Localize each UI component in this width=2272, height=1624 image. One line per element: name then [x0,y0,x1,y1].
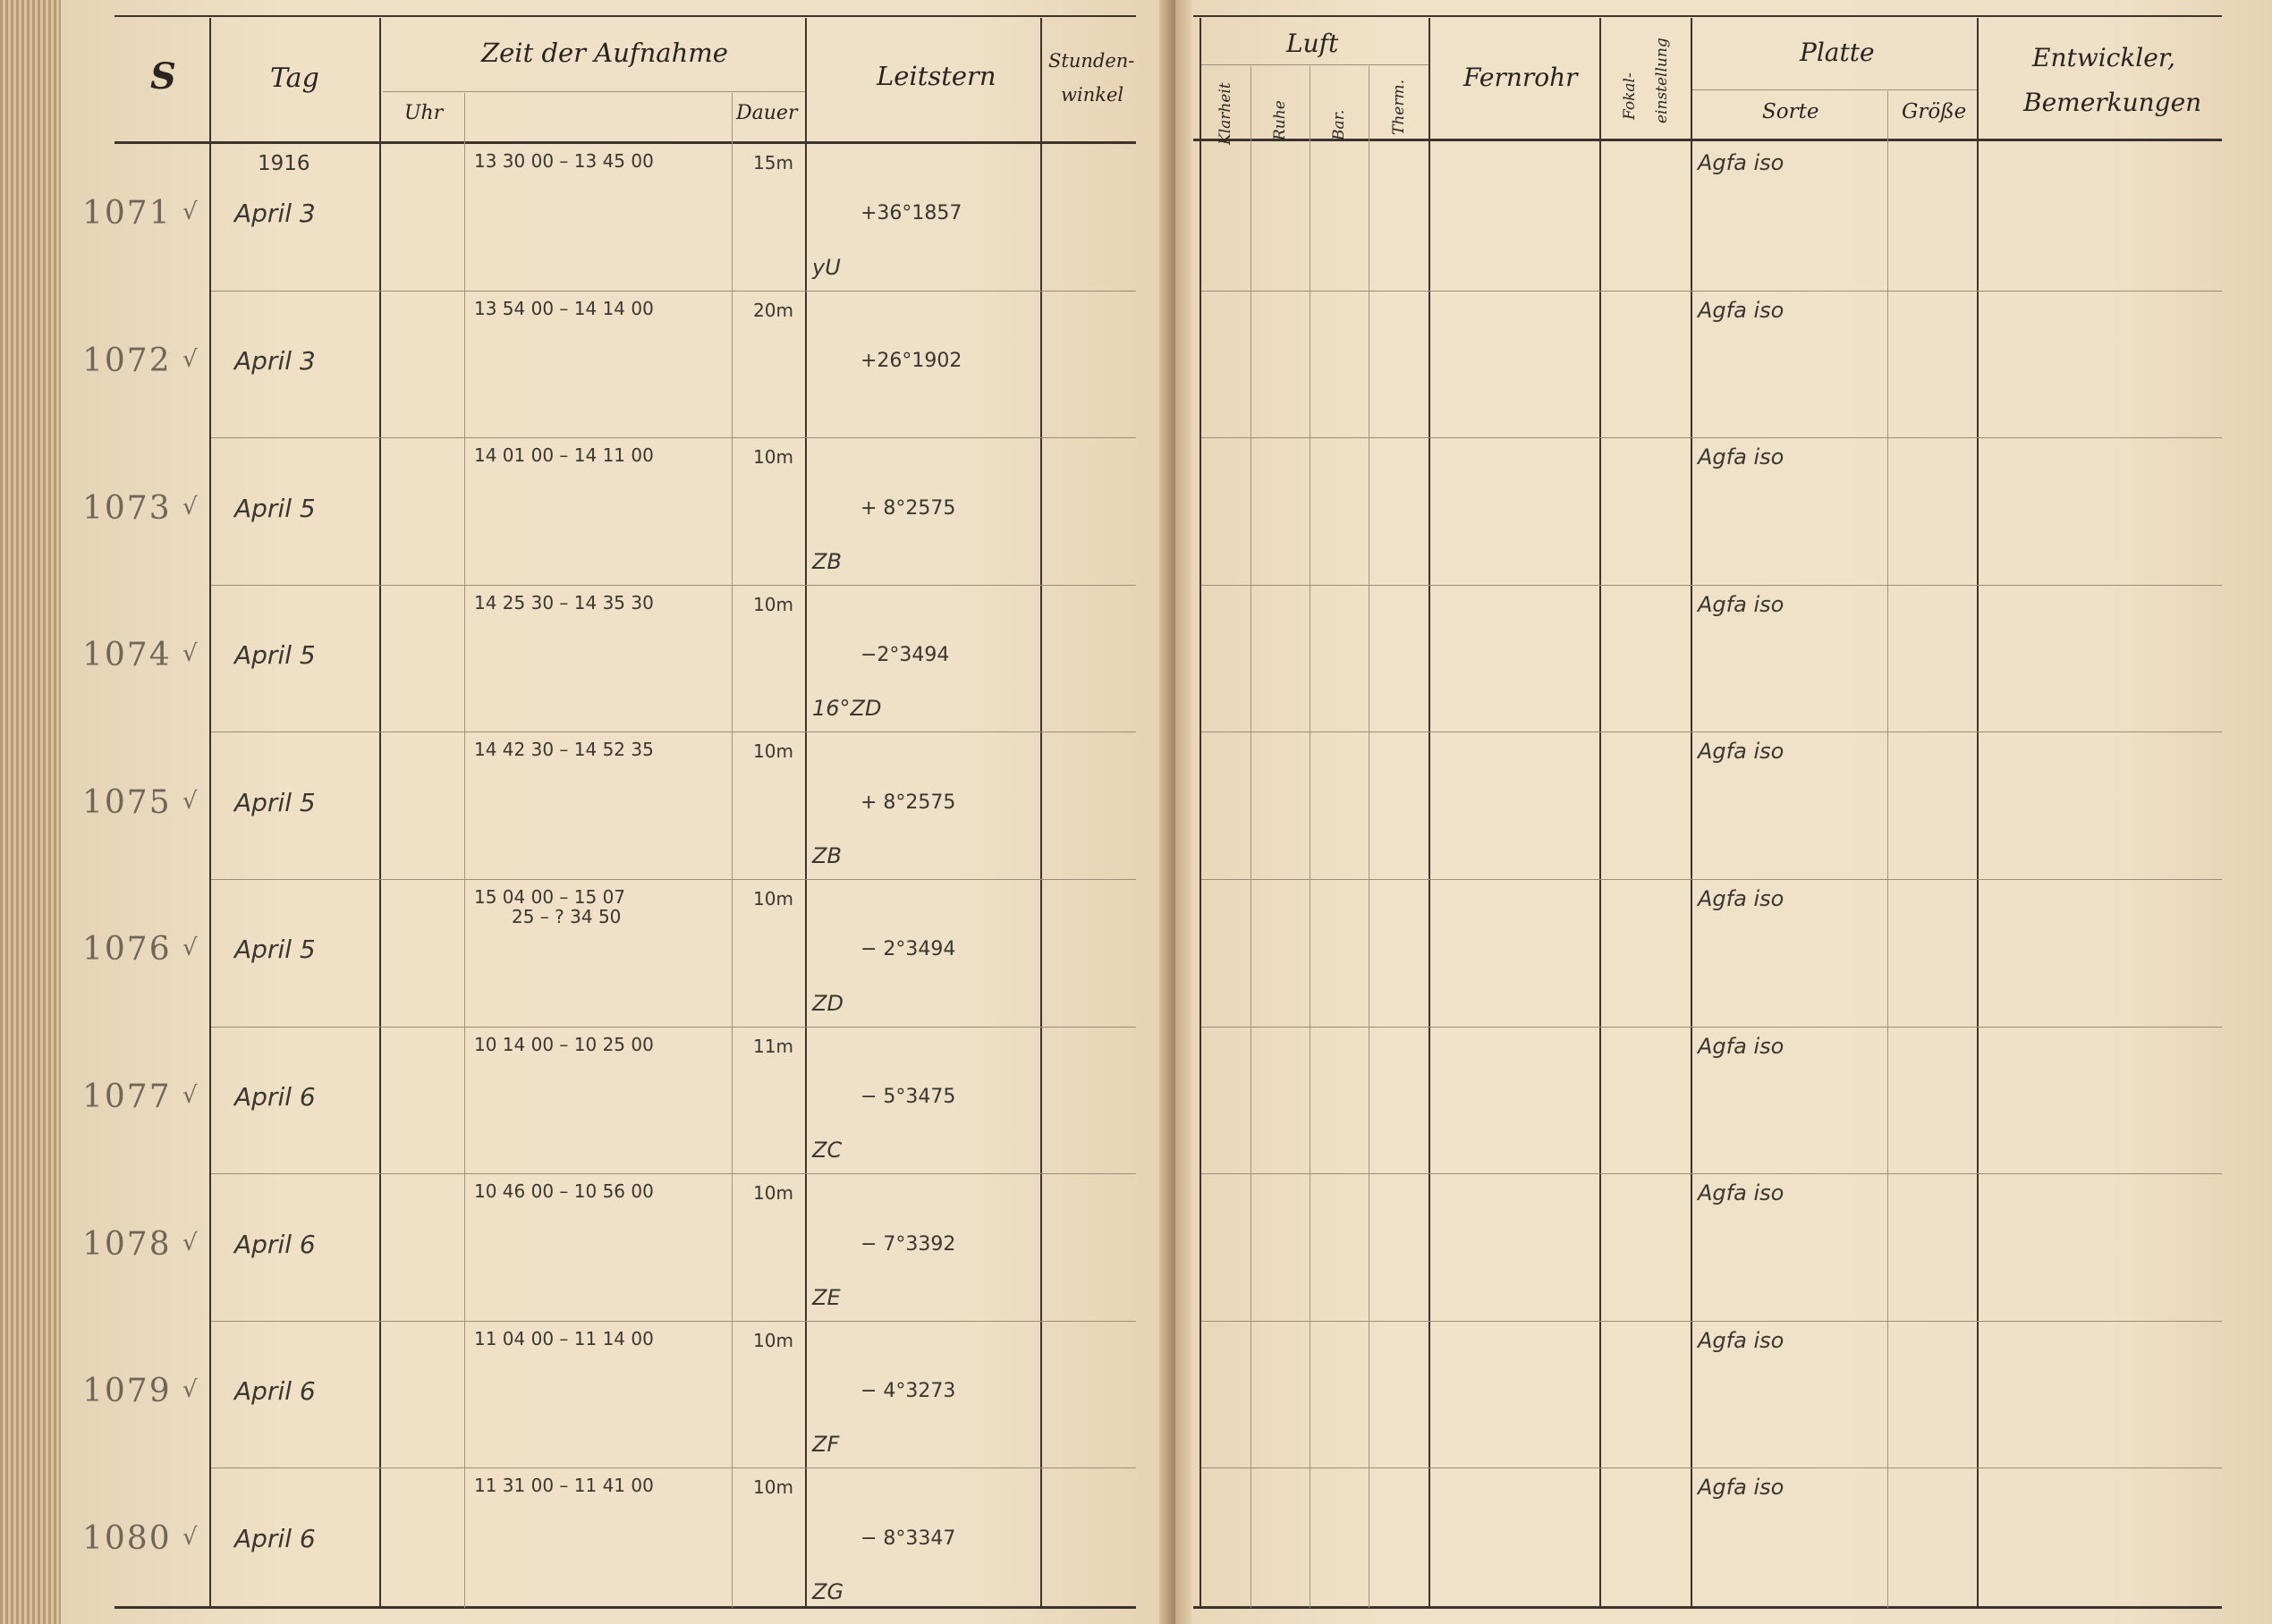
header-klarheit: Klarheit [1217,82,1234,145]
col-divider-platte [1977,18,1979,1608]
row-number: 1077 [82,1078,172,1115]
row-time: 13 54 00 – 14 14 00 [474,298,654,319]
row-number: 1076 [82,931,172,968]
col-divider-s [209,18,211,1608]
check-mark: √ [182,346,198,373]
header-bemerkungen: Bemerkungen [2023,88,2202,117]
row-leitstern: +26°1902 [860,350,962,372]
row-divider-right [1201,291,2222,292]
row-number: 1079 [82,1373,172,1409]
check-mark: √ [182,788,198,815]
header-sorte: Sorte [1762,100,1819,123]
header-winkel: winkel [1061,84,1124,106]
row-leitstern: + 8°2575 [860,791,956,814]
row-plate-sorte: Agfa iso [1698,1180,1785,1205]
year-label: 1916 [258,152,310,175]
row-time: 14 01 00 – 14 11 00 [474,444,654,466]
col-divider-dauer [805,18,807,1608]
row-zone-note: yU [812,255,841,280]
row-date: April 5 [234,494,316,523]
book-page-edges [0,0,64,1624]
row-zone-note: ZB [812,843,842,868]
row-divider-right [1201,879,2222,880]
header-dauer: Dauer [736,102,798,124]
row-zone-note: ZE [812,1285,841,1310]
row-duration: 11m [753,1036,793,1057]
check-mark: √ [182,494,198,520]
header-groesse: Größe [1902,100,1967,123]
row-time: 13 30 00 – 13 45 00 [474,150,654,172]
header-zeit: Zeit der Aufnahme [481,38,728,68]
row-leitstern: − 8°3347 [860,1527,956,1550]
row-zone-note: ZC [812,1138,843,1163]
row-divider-left [211,585,1136,586]
row-divider-left [211,1027,1136,1028]
row-zone-note: ZG [812,1579,844,1604]
row-number: 1078 [82,1226,172,1263]
row-duration: 20m [753,300,793,321]
row-duration: 10m [753,1330,793,1351]
row-divider-left [211,291,1136,292]
row-number: 1072 [82,343,172,379]
col-divider-tag [379,18,381,1608]
col-divider-klarheit [1250,66,1251,1608]
row-date: April 3 [234,346,316,376]
zeit-subheader-rule [383,91,807,92]
col-divider-leitstern [1040,18,1042,1608]
check-mark: √ [182,199,198,225]
left-bottom-rule [114,1606,1136,1609]
row-zone-note: ZB [812,549,842,574]
row-plate-sorte: Agfa iso [1698,739,1785,764]
row-divider-right [1201,1173,2222,1174]
row-time: 10 14 00 – 10 25 00 [474,1034,654,1055]
row-time: 11 04 00 – 11 14 00 [474,1328,654,1349]
row-number: 1074 [82,637,172,673]
row-time: 11 31 00 – 11 41 00 [474,1475,654,1496]
row-number: 1071 [82,195,172,232]
row-time: 10 46 00 – 10 56 00 [474,1180,654,1202]
row-plate-sorte: Agfa iso [1698,592,1785,617]
platte-subheader-rule [1692,89,1977,90]
header-einstellung: einstellung [1653,38,1671,123]
col-divider-fokal [1691,18,1692,1608]
row-leitstern: − 2°3494 [860,938,956,960]
row-leitstern: − 4°3273 [860,1380,956,1402]
row-number: 1075 [82,784,172,821]
row-time-cont: 25 – ? 34 50 [512,906,622,927]
check-mark: √ [182,640,198,667]
row-divider-right [1201,1027,2222,1028]
check-mark: √ [182,1082,198,1109]
row-time: 15 04 00 – 15 07 [474,886,626,908]
check-mark: √ [182,1376,198,1403]
row-number: 1073 [82,490,172,527]
header-uhr: Uhr [404,102,444,124]
header-bar: Bar. [1330,109,1348,140]
row-date: April 6 [234,1082,316,1112]
luft-subheader-rule [1201,64,1428,65]
row-duration: 10m [753,1476,793,1498]
row-duration: 10m [753,740,793,762]
header-leitstern: Leitstern [877,61,996,91]
row-duration: 10m [753,594,793,615]
check-mark: √ [182,1524,198,1551]
row-date: April 5 [234,935,316,964]
row-divider-right [1201,1321,2222,1322]
row-plate-sorte: Agfa iso [1698,1034,1785,1059]
header-fernrohr: Fernrohr [1463,63,1578,92]
row-plate-sorte: Agfa iso [1698,1475,1785,1500]
row-plate-sorte: Agfa iso [1698,1328,1785,1353]
row-time: 14 25 30 – 14 35 30 [474,592,654,613]
row-duration: 10m [753,446,793,468]
header-therm: Therm. [1390,80,1408,135]
row-date: April 6 [234,1376,316,1406]
row-plate-sorte: Agfa iso [1698,886,1785,911]
col-divider-sorte [1887,91,1888,1608]
row-divider-right [1201,437,2222,438]
row-divider-left [211,437,1136,438]
row-duration: 10m [753,888,793,909]
row-plate-sorte: Agfa iso [1698,150,1785,175]
row-duration: 15m [753,152,793,173]
header-luft: Luft [1286,29,1339,58]
col-divider-uhr [464,93,465,1608]
row-zone-note: ZD [812,991,844,1016]
header-fokal: Fokal- [1621,72,1639,120]
row-divider-right [1201,585,2222,586]
col-divider-zeit [732,93,733,1608]
header-ruhe: Ruhe [1271,100,1289,140]
header-entwickler: Entwickler, [2032,43,2176,72]
header-tag: Tag [270,63,319,94]
left-top-rule [114,15,1136,17]
left-page [61,0,1172,1624]
row-duration: 10m [753,1182,793,1204]
row-number: 1080 [82,1520,172,1557]
row-date: April 6 [234,1524,316,1553]
row-date: April 3 [234,199,316,228]
row-leitstern: − 7°3392 [860,1233,956,1256]
header-stunden: Stunden- [1048,50,1135,72]
header-s: S [150,55,176,97]
left-header-rule [114,141,1136,144]
header-platte: Platte [1800,38,1875,67]
row-time: 14 42 30 – 14 52 35 [474,739,654,760]
row-divider-left [211,1321,1136,1322]
row-leitstern: +36°1857 [860,202,962,224]
row-date: April 5 [234,640,316,670]
row-zone-note: ZF [812,1432,840,1457]
row-leitstern: −2°3494 [860,644,950,666]
row-divider-left [211,1173,1136,1174]
col-divider-right-edge [1200,18,1201,1608]
row-plate-sorte: Agfa iso [1698,444,1785,469]
right-bottom-rule [1193,1606,2222,1609]
col-divider-luft [1428,18,1430,1608]
row-date: April 6 [234,1230,316,1259]
check-mark: √ [182,935,198,961]
check-mark: √ [182,1230,198,1256]
row-date: April 5 [234,788,316,817]
col-divider-fernrohr [1599,18,1601,1608]
row-leitstern: + 8°2575 [860,497,956,520]
row-plate-sorte: Agfa iso [1698,298,1785,323]
right-top-rule [1193,15,2222,17]
row-divider-left [211,879,1136,880]
row-zone-note: 16°ZD [812,696,882,721]
row-leitstern: − 5°3475 [860,1086,956,1108]
book-gutter [1159,0,1191,1624]
right-page [1177,0,2272,1624]
